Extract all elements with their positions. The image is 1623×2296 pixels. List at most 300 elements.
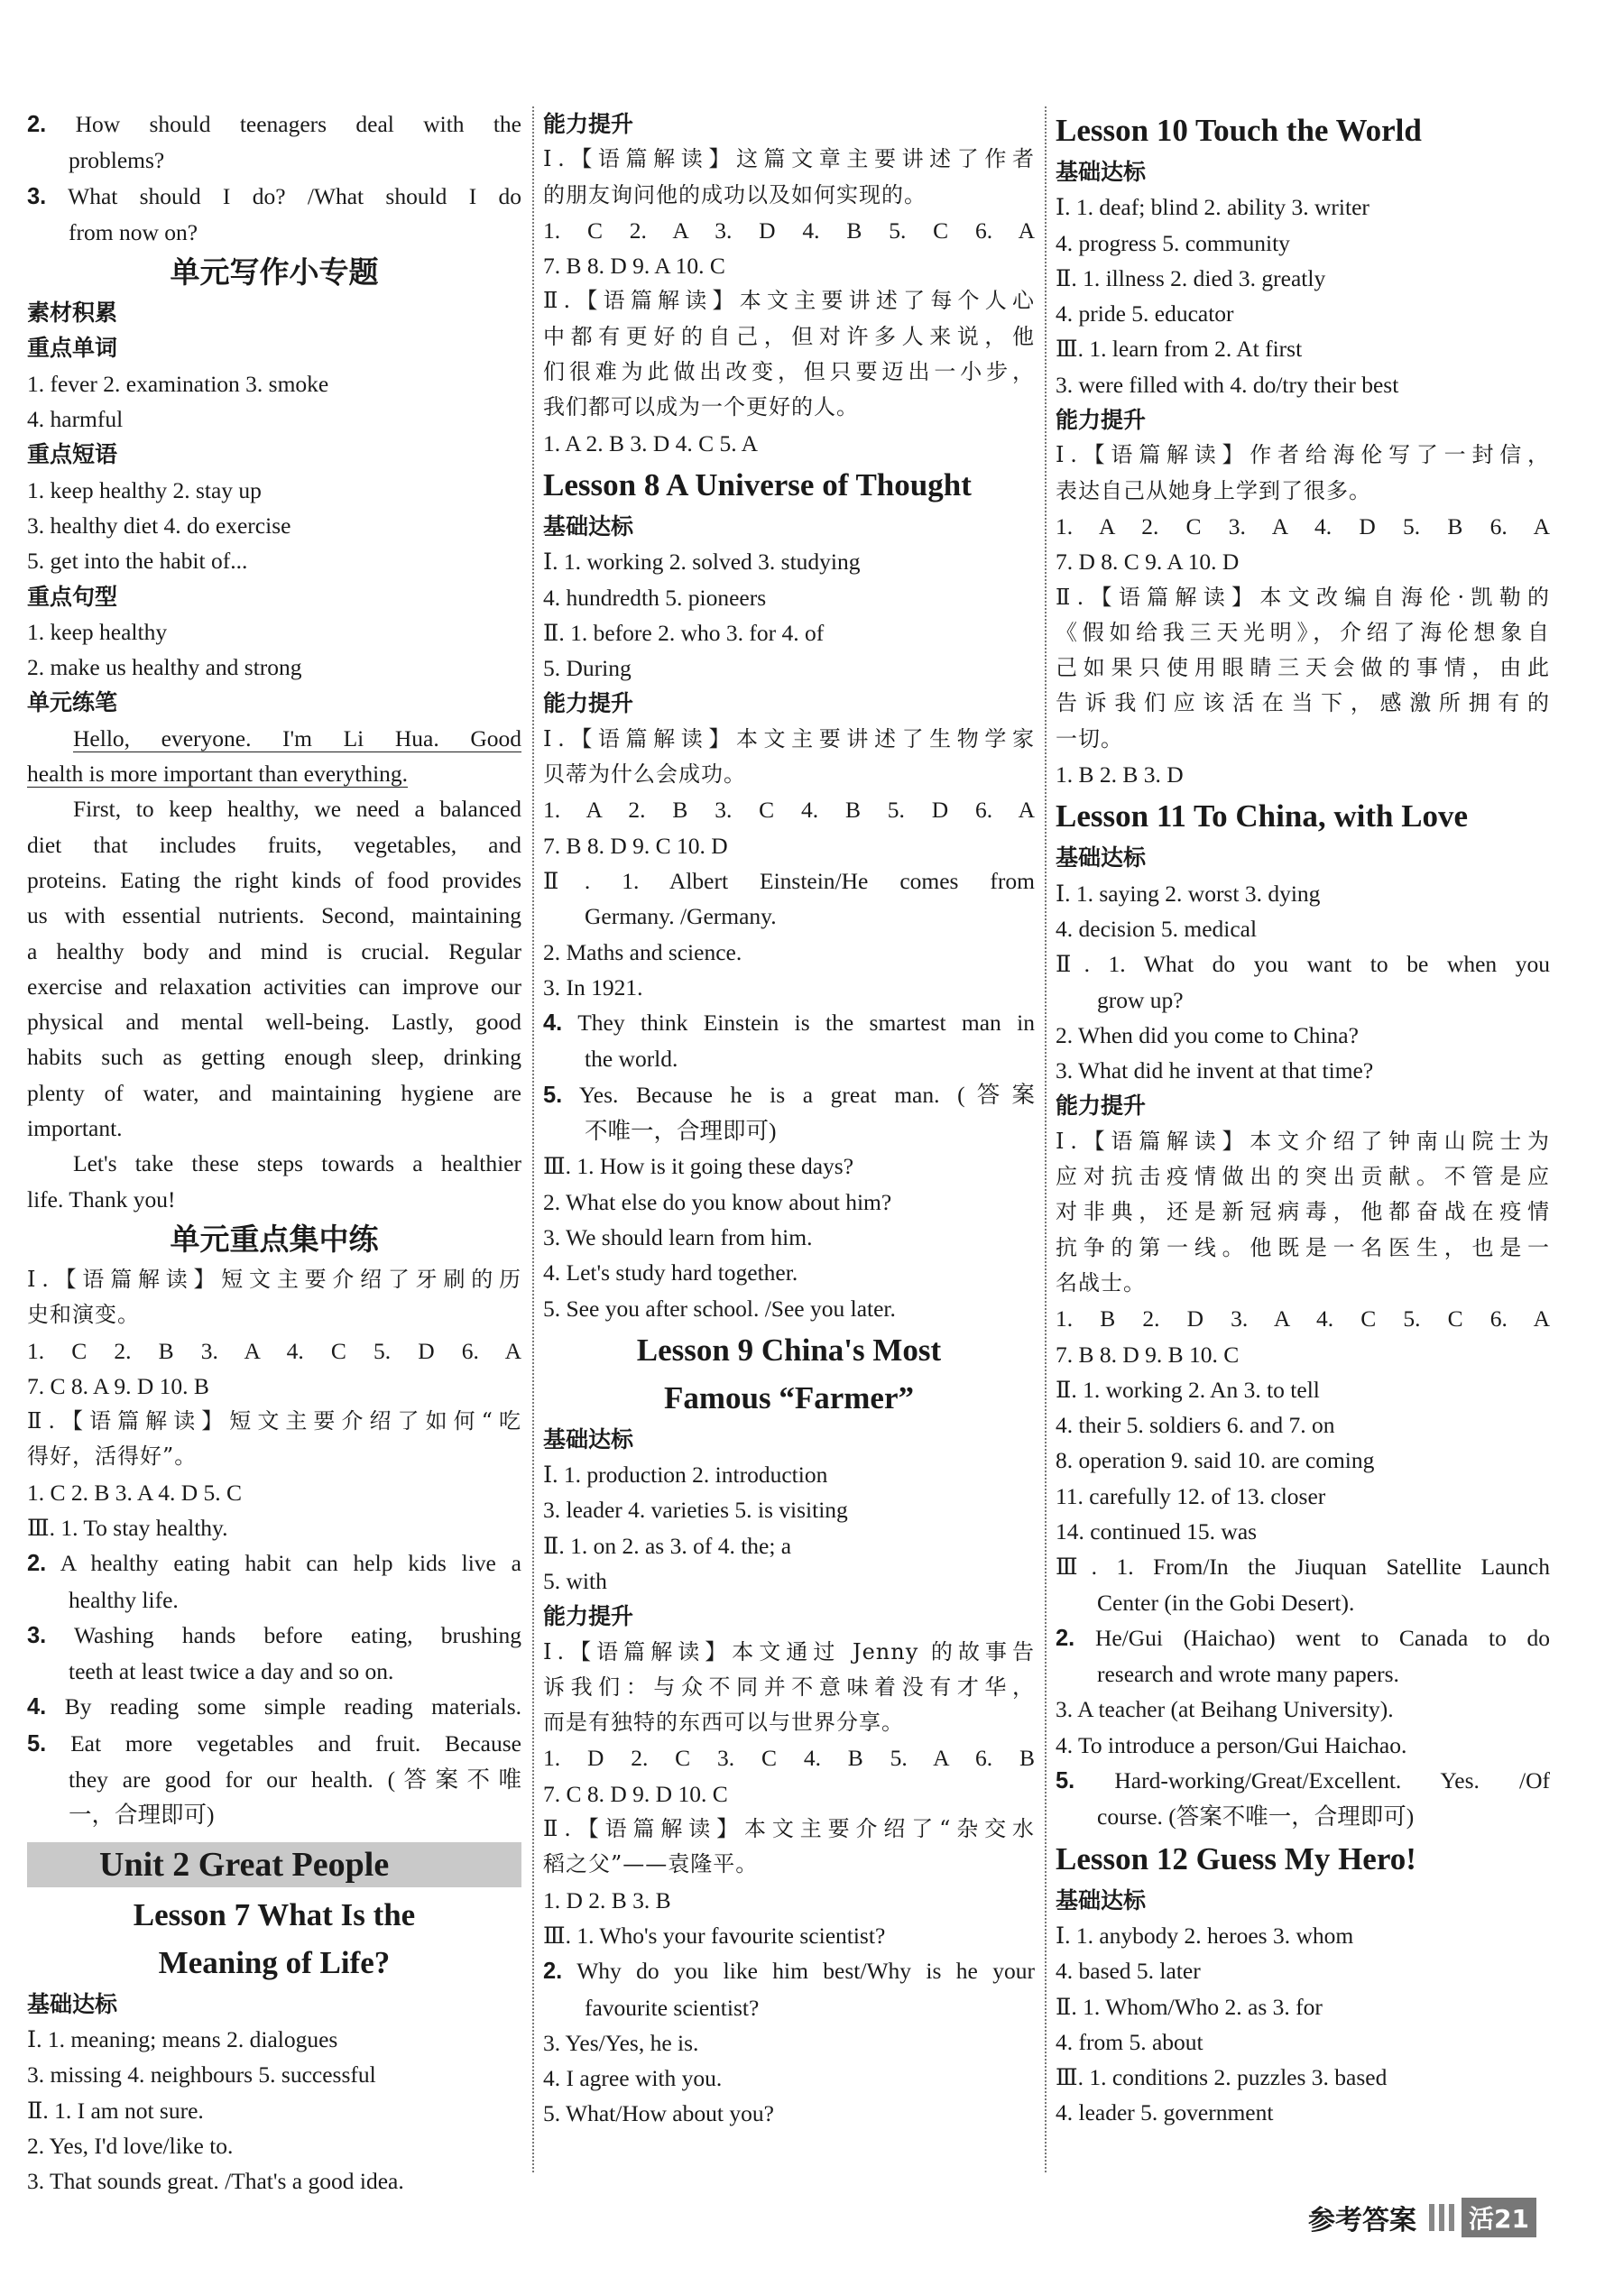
line-text: Ⅱ. 1. before 2. who 3. for 4. of [543,619,825,646]
line-text: 4. leader 5. government [1056,2099,1274,2126]
line-text: life. Thank you! [27,1185,176,1213]
line-text: 4. To introduce a person/Gui Haichao. [1056,1731,1407,1758]
answer-line [543,2096,1035,2131]
line-text: Lesson 12 Guess My Hero! [1056,1840,1416,1876]
line-text: Ⅲ. 1. conditions 2. puzzles 3. based [1056,2064,1388,2091]
item-number: 2. [543,1959,563,1985]
section-heading [543,106,1035,142]
line-text: Ⅰ.【语篇解读】这篇文章主要讲述了作者 [543,146,1035,172]
answer-line [543,1740,1035,1775]
line-text: healthy life. [69,1586,179,1613]
line-text: 4. hundredth 5. pioneers [543,584,767,611]
answer-line [543,178,1035,213]
answer-line [27,1039,521,1074]
answer-line [1056,757,1550,792]
page-number: 活21 [1462,2198,1536,2237]
line-text: 素材积累 [27,300,118,327]
answer-line [27,215,521,250]
line-text: 2. Maths and science. [543,938,742,965]
answer-line [543,544,1035,579]
lesson-title [27,1939,521,1987]
answer-line [27,1004,521,1039]
answer-line [1056,1372,1550,1407]
answer-line [27,898,521,933]
line-text: 们很难为此做出改变，但只要迈出一小步， [543,359,1035,385]
line-text: 2. When did you come to China? [1056,1021,1359,1048]
line-text: 史和演变。 [27,1302,140,1328]
line-text: 4. based 5. later [1056,1958,1201,1985]
unit-heading [27,250,521,295]
line-text: teeth at least twice a day and so on. [69,1658,394,1685]
line-text: 7. C 8. D 9. D 10. C [543,1780,728,1807]
line-text: 3. Yes/Yes, he is. [543,2029,699,2056]
line-text: 基础达标 [543,1425,634,1452]
line-text: 11. carefully 12. of 13. closer [1056,1482,1326,1509]
line-text: 14. continued 15. was [1056,1517,1258,1544]
answer-line [1056,580,1550,615]
line-text: 1. D 2. C 3. C 4. B 5. A 6. B [543,1745,1035,1772]
line-text: 4. from 5. about [1056,2028,1203,2055]
line-text: 7. D 8. C 9. A 10. D [1056,549,1240,576]
line-text: grow up? [1097,986,1184,1013]
answer-line [27,401,521,437]
line-text: a healthy body and mind is crucial. Regular [27,937,521,964]
line-text: Yes. Because he is a great man. (答案 [578,1081,1035,1108]
answer-line [543,1776,1035,1812]
answer-line [1056,1989,1550,2024]
answer-line [543,1291,1035,1326]
line-text: 5. with [543,1567,607,1594]
line-text: diet that includes fruits, vegetables, and [27,831,521,858]
answer-line [1056,367,1550,402]
answer-line [543,390,1035,425]
answer-line [543,899,1035,934]
answer-line [27,1510,521,1545]
line-text: What should I do? /What should I do [68,182,521,209]
line-text: Ⅰ. 1. meaning; means 2. dialogues [27,2025,338,2052]
column-divider-2 [1045,106,1047,2172]
section-heading [543,1599,1035,1634]
item-number: 3. [27,1622,47,1648]
answer-line [543,1990,1035,2025]
line-text: 告诉我们应该活在当下，感激所拥有的 [1056,690,1550,716]
line-text: exercise and relaxation activities can improve our [27,973,521,1000]
line-text: 能力提升 [543,1603,634,1630]
line-text: important. [27,1115,123,1142]
answer-line [1056,650,1550,686]
answer-line [543,426,1035,461]
answer-line [27,1545,521,1581]
line-text: 5. get into the habit of... [27,548,248,575]
line-text: 我们都可以成为一个更好的人。 [543,394,859,420]
answer-line [1056,1266,1550,1301]
line-text: Hello, everyone. I'm Li Hua. Good [73,724,521,752]
line-text: Ⅲ. 1. Who's your favourite scientist? [543,1922,886,1949]
line-text: 1. C 2. A 3. D 4. B 5. C 6. A [543,217,1035,244]
answer-line [1056,1407,1550,1443]
line-text: 3. missing 4. neighbours 5. successful [27,2061,376,2089]
answer-line [27,934,521,969]
line-text: 对非典，还是新冠病毒，他都奋战在疫情 [1056,1199,1550,1225]
answer-line [543,1255,1035,1290]
line-text: Ⅱ. 1. on 2. as 3. of 4. the; a [543,1532,792,1559]
line-text: 单元练笔 [27,689,118,716]
line-text: By reading some simple reading materials. [64,1693,521,1720]
line-text: plenty of water, and maintaining hygiene are [27,1079,521,1106]
answer-line [27,1297,521,1332]
column-divider-1 [532,106,534,2172]
line-text: Lesson 8 A Universe of Thought [543,466,972,503]
answer-line [27,1333,521,1369]
line-text: Famous “Farmer” [663,1379,914,1415]
line-text: 基础达标 [1056,1886,1147,1913]
line-text: Ⅰ.【语篇解读】本文通过 Jenny 的故事告 [543,1638,1035,1664]
answer-line [27,543,521,578]
answer-line [1056,1301,1550,1336]
line-text: Ⅰ.【语篇解读】本文介绍了钟南山院士为 [1056,1128,1550,1154]
section-heading [543,509,1035,544]
line-text: proteins. Eating the right kinds of food provides [27,866,521,893]
answer-line [27,1439,521,1474]
line-text: 重点短语 [27,441,118,468]
answer-line [543,2061,1035,2096]
line-text: 得好，活得好”。 [27,1443,198,1470]
line-text: 8. operation 9. said 10. are coming [1056,1447,1375,1474]
line-text: 能力提升 [543,690,634,717]
item-number: 5. [1056,1768,1075,1794]
answer-line [1056,1231,1550,1266]
line-text: 3. leader 4. varieties 5. is visiting [543,1497,848,1524]
answer-line [1056,1799,1550,1834]
answer-line [1056,226,1550,261]
answer-line [1056,1159,1550,1194]
line-text: 单元写作小专题 [170,254,379,290]
answer-line [1056,331,1550,366]
answer-line [1056,509,1550,544]
answer-line [543,1847,1035,1882]
line-text: Why do you like him best/Why is he your [576,1958,1035,1985]
line-text: health is more important than everything. [27,761,409,788]
answer-line [27,179,521,215]
line-text: First, to keep healthy, we need a balanced [73,796,521,823]
answer-line [543,615,1035,650]
line-text: Ⅰ.【语篇解读】短文主要介绍了牙刷的历 [27,1266,521,1292]
answer-line [27,1689,521,1725]
line-text: Ⅰ. 1. deaf; blind 2. ability 3. writer [1056,194,1369,221]
line-text: 7. C 8. A 9. D 10. B [27,1372,209,1399]
lesson-title [27,1891,521,1939]
answer-line [27,2022,521,2057]
answer-line [1056,1053,1550,1088]
line-text: Ⅱ.【语篇解读】本文主要讲述了每个人心 [543,288,1035,314]
line-text: 贝蒂为什么会成功。 [543,761,746,788]
line-text: 应对抗击疫情做出的突出贡献。不管是应 [1056,1164,1550,1190]
line-text: 一切。 [1056,725,1123,752]
answer-line [1056,722,1550,757]
line-text: 1. B 2. B 3. D [1056,761,1184,788]
answer-line [543,828,1035,863]
line-text: 3. What did he invent at that time? [1056,1057,1374,1084]
answer-line [543,142,1035,177]
answer-line [27,1582,521,1618]
line-text: Ⅲ. 1. To stay healthy. [27,1514,228,1541]
answer-line [1056,1620,1550,1656]
section-heading [1056,1088,1550,1123]
answer-line [1056,686,1550,721]
answer-line [27,969,521,1004]
line-text: Lesson 9 China's Most [636,1332,942,1368]
line-text: Ⅱ. 1. What do you want to be when you [1056,951,1550,978]
answer-line [1056,1728,1550,1763]
line-text: Eat more vegetables and fruit. Because [70,1729,521,1757]
line-text: Ⅱ. 1. illness 2. died 3. greatly [1056,264,1326,291]
line-text: 4. progress 5. community [1056,229,1290,256]
answer-line [1056,544,1550,579]
line-text: 单元重点集中练 [170,1221,379,1257]
answer-line [27,1475,521,1510]
line-text: 7. B 8. D 9. B 10. C [1056,1341,1240,1368]
answer-line [27,1075,521,1111]
answer-line [543,1705,1035,1740]
line-text: 1. C 2. B 3. A 4. D 5. C [27,1479,243,1506]
answer-line [1056,1479,1550,1514]
line-text: Center (in the Gobi Desert). [1097,1589,1355,1616]
answer-line [27,721,521,756]
line-text: 1. keep healthy 2. stay up [27,476,262,503]
answer-line [1056,438,1550,473]
line-text: 1. A 2. B 3. C 4. B 5. D 6. A [543,797,1035,824]
line-text: 一，合理即可) [69,1802,215,1829]
line-text: They think Einstein is the smartest man in [577,1010,1035,1037]
line-text: 5. What/How about you? [543,2100,774,2127]
line-text: 中都有更好的自己，但对许多人来说，他 [543,323,1035,349]
line-text: 2. What else do you know about him? [543,1188,892,1215]
line-text: Ⅲ. 1. How is it going these days? [543,1153,854,1180]
answer-line [543,1953,1035,1989]
answer-line [27,756,521,791]
answer-line [1056,946,1550,982]
answer-line [543,1492,1035,1527]
line-text: 能力提升 [543,111,634,137]
line-text: habits such as getting enough sleep, drinking [27,1044,521,1071]
section-heading [27,295,521,330]
answer-line [27,508,521,543]
answer-line [27,791,521,826]
line-text: from now on? [69,218,198,245]
line-text: 1. A 2. C 3. A 4. D 5. B 6. A [1056,512,1550,539]
answer-line [1056,1953,1550,1988]
lesson-title [1056,792,1550,840]
item-number: 2. [1056,1625,1075,1651]
answer-line [27,1797,521,1832]
line-text: the world. [585,1046,678,1073]
answer-line [27,650,521,685]
line-text: Ⅱ.【语篇解读】本文改编自海伦·凯勒的 [1056,584,1550,610]
answer-line [543,1185,1035,1220]
answer-line [1056,474,1550,509]
line-text: Ⅰ. 1. working 2. solved 3. studying [543,549,861,576]
answer-line [27,1654,521,1689]
answer-line [27,2057,521,2092]
line-text: How should teenagers deal with the [75,111,521,137]
answer-line [1056,982,1550,1018]
answer-line [543,1005,1035,1041]
answer-line [1056,1018,1550,1053]
lesson-title [1056,1835,1550,1883]
line-text: 3. In 1921. [543,973,643,1000]
line-text: Ⅰ.【语篇解读】作者给海伦写了一封信， [1056,442,1550,468]
lesson-title [1056,106,1550,154]
answer-line [543,1812,1035,1847]
line-text: 重点句型 [27,583,118,610]
answer-line [1056,1585,1550,1620]
footer-bars-icon [1429,2204,1454,2231]
answer-line [27,827,521,862]
answer-line [1056,1918,1550,1953]
answer-line [1056,189,1550,225]
answer-line [27,1262,521,1297]
answer-line [543,580,1035,615]
line-text: 己如果只使用眼睛三天会做的事情，由此 [1056,655,1550,681]
item-number: 2. [27,112,47,137]
section-heading [1056,154,1550,189]
line-text: 基础达标 [543,512,634,539]
line-text: 3. A teacher (at Beihang University). [1056,1696,1394,1723]
line-text: 稻之父”——袁隆平。 [543,1851,759,1877]
item-number: 4. [27,1694,47,1720]
line-text: He/Gui (Haichao) went to Canada to do [1094,1624,1550,1651]
line-text: research and wrote many papers. [1097,1661,1399,1688]
line-text: 1. fever 2. examination 3. smoke [27,370,329,397]
line-text: 4. pride 5. educator [1056,300,1234,327]
line-text: Let's take these steps towards a healthier [73,1150,521,1177]
line-text: 2. Yes, I'd love/like to. [27,2132,234,2159]
line-text: 基础达标 [1056,159,1147,185]
answer-line [543,213,1035,248]
line-text: 基础达标 [27,1990,118,2017]
line-text: 3. That sounds great. /That's a good idea. [27,2168,404,2195]
answer-line [543,970,1035,1005]
answer-line [1056,1337,1550,1372]
line-text: 4. decision 5. medical [1056,915,1258,942]
line-text: 2. make us healthy and strong [27,654,302,681]
line-text: 1. C 2. B 3. A 4. C 5. D 6. A [27,1337,521,1364]
answer-line [27,2163,521,2199]
answer-line [1056,1514,1550,1549]
line-text: Ⅱ. 1. Whom/Who 2. as 3. for [1056,1993,1323,2020]
line-text: Ⅱ. 1. Albert Einstein/He comes from [543,867,1035,894]
line-text: 4. their 5. soldiers 6. and 7. on [1056,1412,1335,1439]
lesson-title [543,1374,1035,1422]
answer-line [543,1563,1035,1599]
page-footer [1308,2198,1536,2237]
line-text: Ⅱ. 1. I am not sure. [27,2097,204,2124]
answer-line [543,722,1035,757]
line-text: Germany. /Germany. [585,903,777,930]
answer-line [1056,1656,1550,1692]
answer-line [27,1182,521,1217]
line-text: Ⅱ. 1. working 2. An 3. to tell [1056,1376,1320,1403]
line-text: course. (答案不唯一，合理即可) [1097,1803,1415,1830]
answer-line [27,1111,521,1146]
unit-heading [27,1217,521,1262]
line-text: Ⅱ.【语篇解读】本文主要介绍了“杂交水 [543,1816,1035,1842]
answer-line [543,1113,1035,1148]
line-text: Hard-working/Great/Excellent. Yes. /Of [1114,1767,1550,1794]
answer-line [27,1146,521,1181]
item-number: 5. [27,1730,47,1757]
answer-line [1056,2095,1550,2130]
answer-line [27,1726,521,1762]
answer-line [1056,296,1550,331]
line-text: A healthy eating habit can help kids live a [60,1550,521,1577]
line-text: Lesson 10 Touch the World [1056,113,1422,148]
line-text: 4. I agree with you. [543,2065,723,2092]
answer-line [27,106,521,143]
section-heading [27,685,521,720]
line-text: 1. B 2. D 3. A 4. C 5. C 6. A [1056,1305,1550,1332]
answer-line [543,935,1035,970]
lesson-title [543,461,1035,509]
item-number: 5. [543,1082,563,1108]
line-text: Unit 2 Great People [99,1845,390,1884]
line-text: 7. B 8. D 9. C 10. D [543,832,728,859]
line-text: Ⅰ. 1. anybody 2. heroes 3. whom [1056,1922,1354,1949]
lesson-title [543,1326,1035,1374]
answer-line [543,1148,1035,1184]
line-text: favourite scientist? [585,1994,760,2021]
line-text: 7. B 8. D 9. A 10. C [543,253,725,280]
answer-line [543,1670,1035,1705]
line-text: Ⅱ.【语篇解读】短文主要介绍了如何“吃 [27,1408,521,1434]
section-heading [27,437,521,472]
answer-line [543,1041,1035,1076]
line-text: 5. During [543,655,632,682]
line-text: 而是有独特的东西可以与世界分享。 [543,1710,904,1736]
line-text: 4. Let's study hard together. [543,1259,798,1286]
item-number: 3. [27,183,47,209]
line-text: 1. D 2. B 3. B [543,1886,671,1913]
line-text: 基础达标 [1056,844,1147,871]
answer-line [27,1369,521,1404]
line-text: 3. healthy diet 4. do exercise [27,512,291,539]
line-text: Washing hands before eating, brushing [74,1621,521,1648]
answer-line [27,2093,521,2128]
answer-line [27,614,521,650]
line-text: Ⅰ.【语篇解读】本文主要讲述了生物学家 [543,725,1035,752]
answer-line [1056,2060,1550,2095]
answer-line [543,650,1035,686]
answer-line [27,1762,521,1797]
answer-line [543,248,1035,283]
answer-line [1056,615,1550,650]
answer-line [27,862,521,898]
answer-line [27,2128,521,2163]
line-text: Ⅰ. 1. saying 2. worst 3. dying [1056,880,1321,907]
line-text: Lesson 7 What Is the [133,1896,416,1932]
line-text: Ⅲ. 1. From/In the Jiuquan Satellite Launch [1056,1554,1550,1581]
answer-line [1056,911,1550,946]
answer-line [1056,1124,1550,1159]
answer-line [543,319,1035,355]
section-heading [543,686,1035,721]
line-text: 3. were filled with 4. do/try their best [1056,371,1399,398]
item-number: 4. [543,1010,563,1037]
answer-line [27,1404,521,1439]
line-text: 不唯一，合理即可) [585,1118,777,1145]
line-text: us with essential nutrients. Second, maintaining [27,902,521,929]
line-text: 能力提升 [1056,407,1147,434]
